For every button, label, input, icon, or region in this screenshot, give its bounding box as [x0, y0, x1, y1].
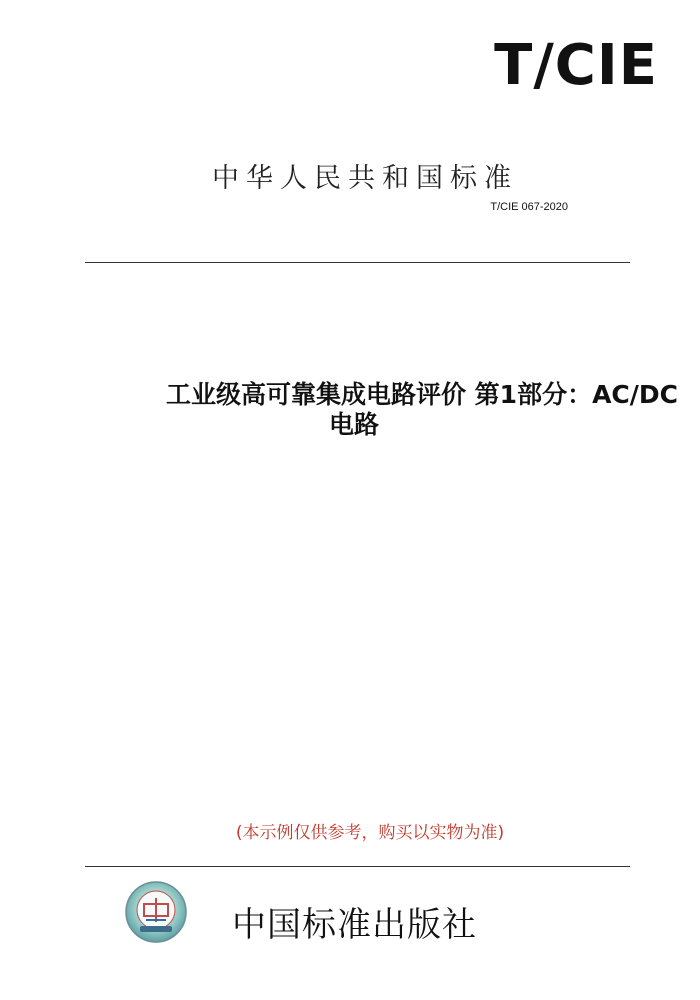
document-title — [40, 380, 690, 440]
bottom-divider — [85, 866, 630, 867]
publisher-seal-icon — [124, 880, 188, 944]
publisher-name: 中国标准出版社 — [232, 905, 477, 945]
document-title-line1: 工业级高可靠集成电路评价 第1部分：AC/DC — [165, 380, 678, 409]
top-divider — [85, 262, 630, 263]
sample-notice: (本示例仅供参考，购买以实物为准) — [235, 823, 505, 843]
document-title-line2: 电路 — [328, 410, 379, 439]
tcie-logo: T/CIE — [494, 33, 658, 98]
standard-code: T/CIE 067-2020 — [490, 201, 568, 213]
national-standard-heading: 中华人民共和国标准 — [212, 163, 518, 194]
